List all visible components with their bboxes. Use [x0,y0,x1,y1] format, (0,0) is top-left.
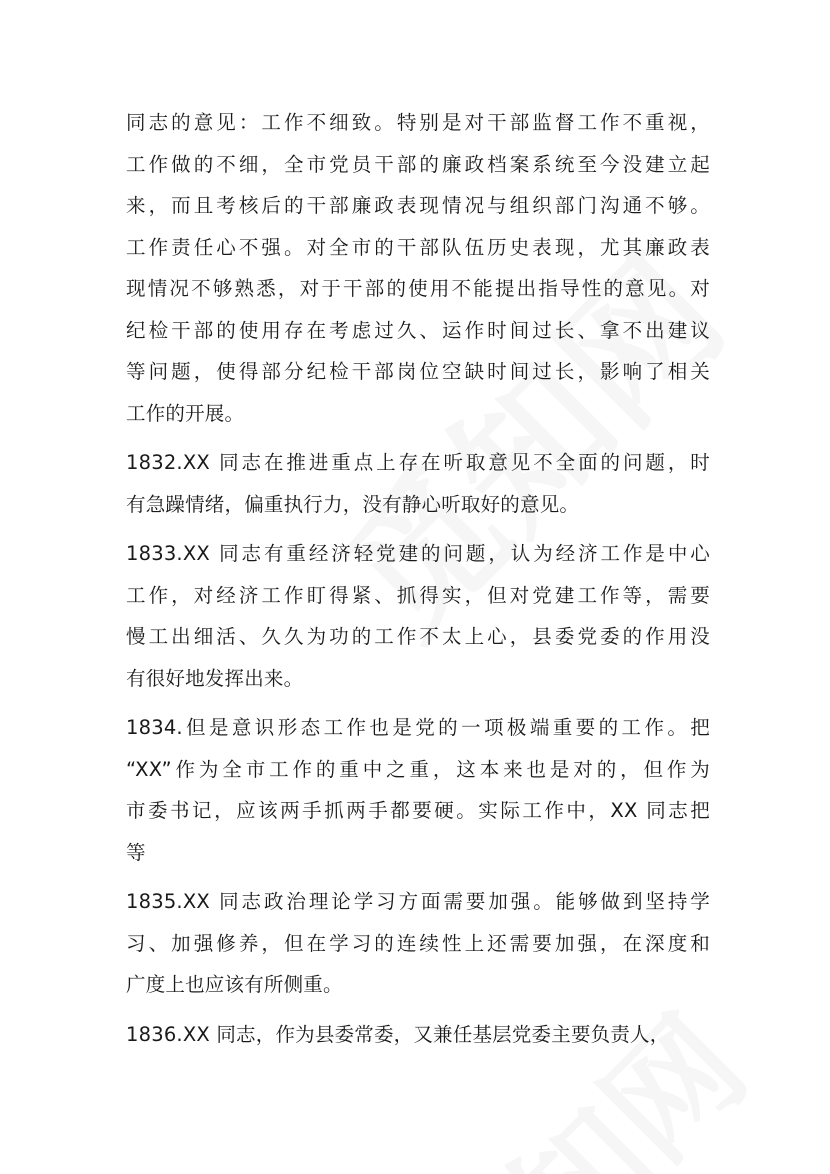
text-line: “XX”作为全市工作的重中之重，这本来也是对的，但作为 [126,757,710,781]
text-line: 广度上也应该有所侧重。 [126,973,343,996]
paragraph-gap [126,699,710,707]
text-line: 1835.XX 同志政治理论学习方面需要加强。能够做到坚持学 [126,890,710,913]
text-line: 等问题，使得部分纪检干部岗位空缺时间过长，影响了相关 [126,360,710,383]
paragraph-gap [126,873,710,881]
text-line: 等 [126,840,146,864]
text-line: 1832.XX 同志在推进重点上存在听取意见不全面的问题，时 [126,451,710,474]
paragraph [126,707,710,873]
paragraph [126,1014,710,1056]
text-line: 慢工出细活、久久为功的工作不太上心，县委党委的作用没 [126,625,710,648]
text-line: 1836.XX 同志，作为县委常委，又兼任基层党委主要负责人， [126,1022,670,1046]
paragraph-gap [126,434,710,442]
text-line: 来，而且考核后的干部廉政表现情况与组织部门沟通不够。 [126,194,710,217]
text-line: 工作责任心不强。对全市的干部队伍历史表现，尤其廉政表 [126,235,710,259]
text-line: 有急躁情绪，偏重执行力，没有静心听取好的意见。 [126,492,580,516]
text-line: 1834.但是意识形态工作也是党的一项极端重要的工作。把 [126,716,710,739]
text-line: 纪检干部的使用存在考虑过久、运作时间过长、拿不出建议 [126,318,710,342]
text-line: 市委书记，应该两手抓两手都要硬。实际工作中，XX 同志把 [126,799,710,822]
text-line: 现情况不够熟悉，对于干部的使用不能提出指导性的意见。对 [126,277,710,300]
text-line: 工作的开展。 [126,401,245,425]
text-line: 1833.XX 同志有重经济轻党建的问题，认为经济工作是中心 [126,542,710,565]
document-body [126,102,710,1055]
text-line: 同志的意见：工作不细致。特别是对干部监督工作不重视， [126,111,710,134]
text-line: 工作做的不细，全市党员干部的廉政档案系统至今没建立起 [126,152,710,176]
paragraph [126,442,710,525]
text-line: 习、加强修养，但在学习的连续性上还需要加强，在深度和 [126,931,710,955]
text-line: 有很好地发挥出来。 [126,666,304,690]
paragraph-gap [126,1006,710,1014]
paragraph [126,881,710,1006]
paragraph [126,102,710,434]
paragraph [126,533,710,699]
paragraph-gap [126,525,710,533]
text-line: 工作，对经济工作盯得紧、抓得实，但对党建工作等，需要 [126,583,710,607]
